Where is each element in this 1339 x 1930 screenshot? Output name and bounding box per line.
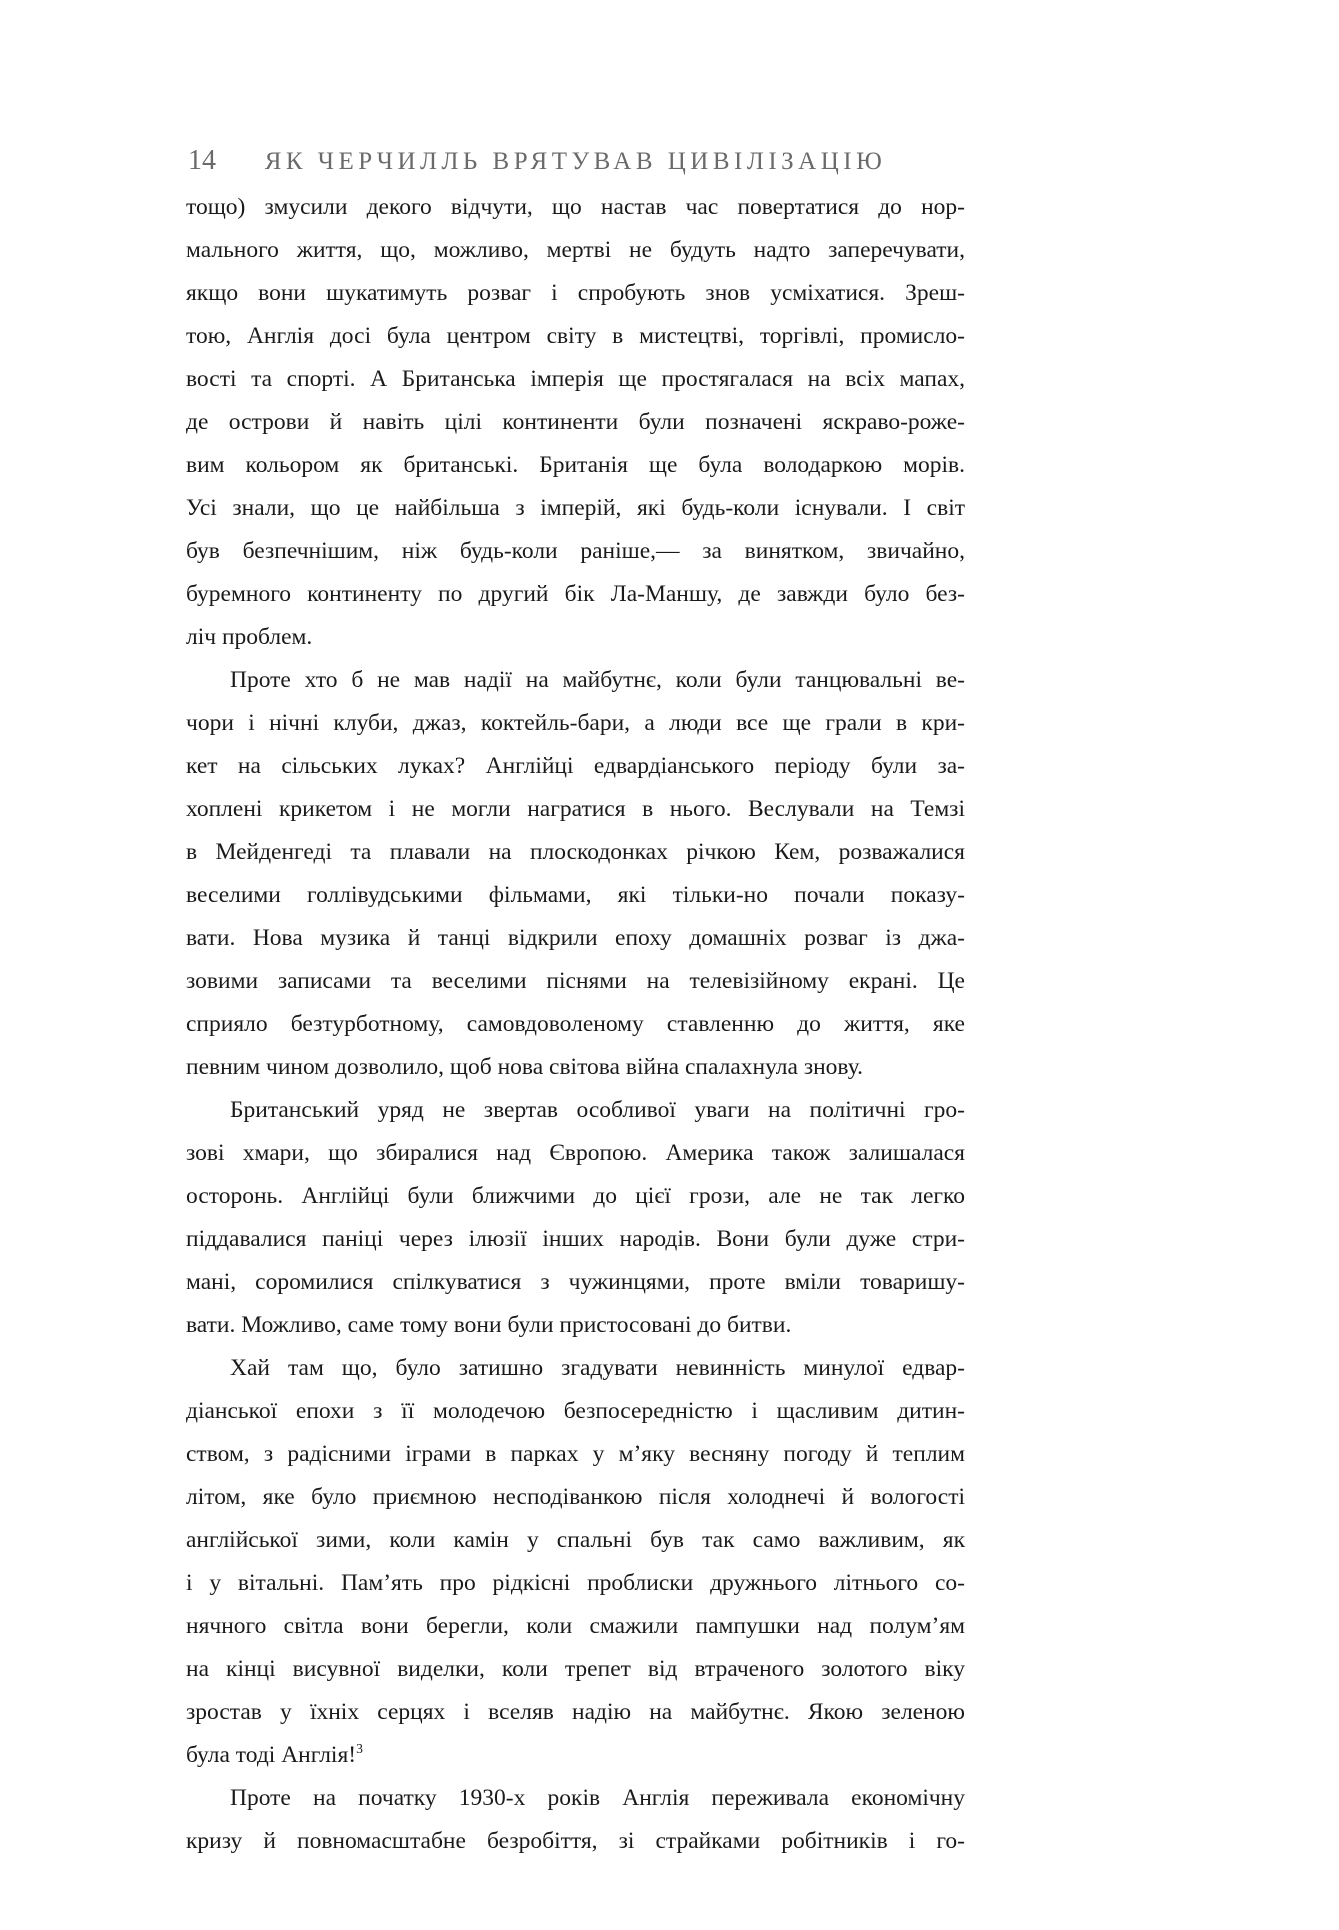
text-line: піддавалися паніці через ілюзії інших народів. Вони були дуже стри- xyxy=(186,1226,965,1252)
text-line: Хай там що, було затишно згадувати невинність минулої едвар- xyxy=(230,1355,965,1381)
text-line: зростав у їхніх серцях і вселяв надію на майбутнє. Якою зеленою xyxy=(186,1699,965,1725)
text-line: хоплені крикетом і не могли награтися в нього. Веслували на Темзі xyxy=(186,796,965,822)
text-line: вим кольором як британські. Британія ще була володаркою морів. xyxy=(186,452,965,478)
text-line: літом, яке було приємною несподіванкою після холоднечі й вологості xyxy=(186,1484,965,1510)
text-line: тою, Англія досі була центром світу в мистецтві, торгівлі, промисло- xyxy=(186,323,965,349)
text-line: ством, з радісними іграми в парках у м’яку весняну погоду й теплим xyxy=(186,1441,965,1467)
text-line: була тоді Англія!$^3$ xyxy=(186,1741,363,1768)
page-number: 14 xyxy=(188,145,216,176)
text-line: на кінці висувної виделки, коли трепет від втраченого золотого віку xyxy=(186,1656,965,1682)
running-title: ЯК ЧЕРЧИЛЛЬ ВРЯТУВАВ ЦИВІЛІЗАЦІЮ xyxy=(264,148,887,175)
footnote-marker: 3 xyxy=(356,1741,363,1757)
paragraph xyxy=(186,186,965,659)
paragraph xyxy=(186,1347,965,1777)
text-line: якщо вони шукатимуть розваг і спробують знов усміхатися. Зреш- xyxy=(186,280,965,306)
text-block xyxy=(186,186,965,1863)
paragraph xyxy=(186,659,965,1089)
text-line: мані, соромилися спілкуватися з чужинцями, проте вміли товаришу- xyxy=(186,1269,965,1295)
text-line: Проте на початку 1930-х років Англія переживала економічну xyxy=(230,1785,965,1811)
text-line: де острови й навіть цілі континенти були позначені яскраво-роже- xyxy=(186,409,965,435)
text-line: веселими голлівудськими фільмами, які тільки-но почали показу- xyxy=(186,882,965,908)
text-line: був безпечнішим, ніж будь-коли раніше,— за винятком, звичайно, xyxy=(186,538,965,564)
text-line: Британський уряд не звертав особливої уваги на політичні гро- xyxy=(230,1097,965,1123)
text-line: нячного світла вони берегли, коли смажили пампушки над полум’ям xyxy=(186,1613,965,1639)
text-line: діанської епохи з її молодечою безпосередністю і щасливим дитин- xyxy=(186,1398,965,1424)
text-line: сприяло безтурботному, самовдоволеному ставленню до життя, яке xyxy=(186,1011,965,1037)
text-line: вості та спорті. А Британська імперія ще простягалася на всіх мапах, xyxy=(186,366,965,392)
text-line: певним чином дозволило, щоб нова світова війна спалахнула знову. xyxy=(186,1054,864,1080)
text-line: Проте хто б не мав надії на майбутнє, коли були танцювальні ве- xyxy=(230,667,965,693)
text-line: мального життя, що, можливо, мертві не будуть надто заперечувати, xyxy=(186,237,965,263)
text-line: тощо) змусили декого відчути, що настав час повертатися до нор- xyxy=(186,194,965,220)
text-line: в Мейденгеді та плавали на плоскодонках річкою Кем, розважалися xyxy=(186,839,965,865)
paragraph xyxy=(186,1089,965,1347)
text-line: осторонь. Англійці були ближчими до цієї грози, але не так легко xyxy=(186,1183,965,1209)
text-line: зовими записами та веселими піснями на телевізійному екрані. Це xyxy=(186,968,965,994)
text-line: і у вітальні. Пам’ять про рідкісні проблиски дружнього літнього со- xyxy=(186,1570,965,1596)
text-line: буремного континенту по другий бік Ла-Маншу, де завжди було без- xyxy=(186,581,965,607)
text-line: Усі знали, що це найбільша з імперій, які будь-коли існували. І світ xyxy=(186,495,965,521)
paragraph xyxy=(186,1777,965,1863)
text-line: вати. Можливо, саме тому вони були пристосовані до битви. xyxy=(186,1312,792,1338)
text-line: кет на сільських луках? Англійці едвардіанського періоду були за- xyxy=(186,753,965,779)
text-line: чори і нічні клуби, джаз, коктейль-бари, а люди все ще грали в кри- xyxy=(186,710,965,736)
text-line: зові хмари, що збиралися над Європою. Америка також залишалася xyxy=(186,1140,965,1166)
text-line: вати. Нова музика й танці відкрили епоху домашніх розваг із джа- xyxy=(186,925,965,951)
text-line: кризу й повномасштабне безробіття, зі страйками робітників і го- xyxy=(186,1828,965,1854)
text-line: англійської зими, коли камін у спальні був так само важливим, як xyxy=(186,1527,965,1553)
text-line: ліч проблем. xyxy=(186,624,313,650)
